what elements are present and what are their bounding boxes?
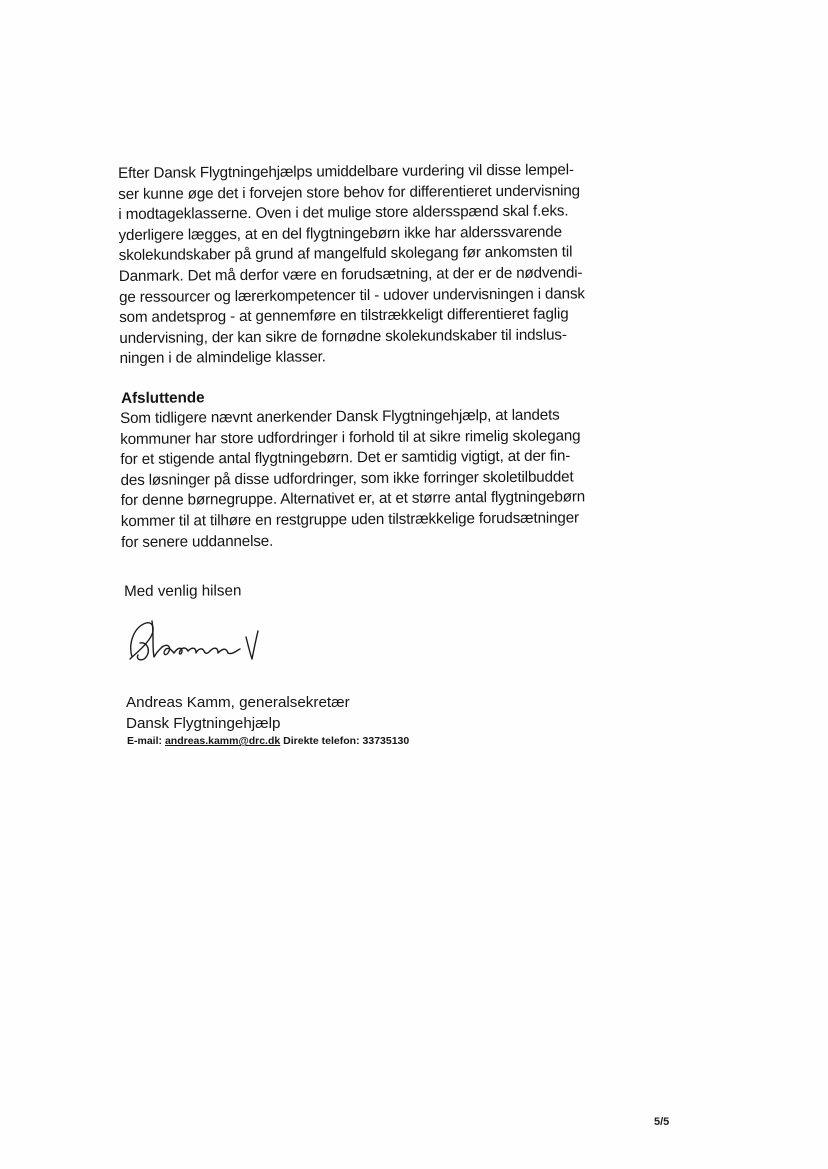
paragraph-line: ge ressourcer og lærerkompetencer til - udover undervisningen i dansk — [118, 284, 585, 306]
paragraph-line: ser kunne øge det i forvejen store behov for differentieret undervisning — [118, 181, 580, 203]
paragraph-line: for et stigende antal flygtningebørn. Det er samtidig vigtigt, at der fin- — [120, 447, 571, 469]
closing-greeting: Med venlig hilsen — [124, 582, 242, 600]
page-number: 5/5 — [654, 1116, 670, 1128]
phone-label: Direkte telefon: — [283, 735, 360, 747]
paragraph-line: skolekundskaber på grund af mangelfuld skolegang før ankomsten til — [118, 243, 573, 265]
paragraph-line: Danmark. Det må derfor være en forudsætning, at der er de nødvendi- — [118, 264, 583, 285]
paragraph-line: for senere uddannelse. — [120, 532, 274, 551]
body-paragraph-2 — [120, 405, 621, 553]
paragraph-line: i modtageklasserne. Oven i det mulige store aldersspænd skal f.eks. — [118, 202, 569, 224]
paragraph-line: Som tidligere nævnt anerkender Dansk Flygtningehjælp, at landets — [120, 406, 560, 427]
paragraph-line: des løsninger på disse udfordringer, som ikke forringer skoletilbuddet — [120, 468, 574, 489]
signatory-organization: Dansk Flygtningehjælp — [126, 715, 281, 732]
contact-line — [127, 735, 409, 747]
paragraph-line: undervisning, der kan sikre de fornødne skolekundskaber til indslus- — [119, 326, 567, 347]
paragraph-line: kommuner har store udfordringer i forhold til at sikre rimelig skolegang — [120, 426, 581, 448]
body-paragraph-1 — [118, 160, 620, 370]
email-label: E-mail: — [127, 735, 163, 747]
email-link[interactable]: andreas.kamm@drc.dk — [164, 735, 281, 747]
paragraph-line: kommer til at tilhøre en restgruppe uden tilstrækkelige forudsætninger — [120, 509, 579, 530]
section-heading-closing: Afsluttende — [121, 389, 205, 407]
handwritten-signature-icon — [118, 613, 268, 673]
paragraph-line: Efter Dansk Flygtningehjælps umiddelbare vurdering vil disse lempel- — [118, 161, 574, 182]
paragraph-line: som andetsprog - at gennemføre en tilstrækkeligt differentieret faglig — [119, 305, 569, 327]
signatory-name: Andreas Kamm, generalsekretær — [126, 694, 350, 711]
paragraph-line: for denne børnegruppe. Alternativet er, at et større antal flygtningebørn — [120, 488, 586, 510]
paragraph-line: yderligere lægges, at en del flygtningebørn ikke har alderssvarende — [118, 223, 562, 244]
phone-number: 33735130 — [362, 735, 410, 747]
paragraph-line: ningen i de almindelige klasser. — [119, 348, 326, 368]
